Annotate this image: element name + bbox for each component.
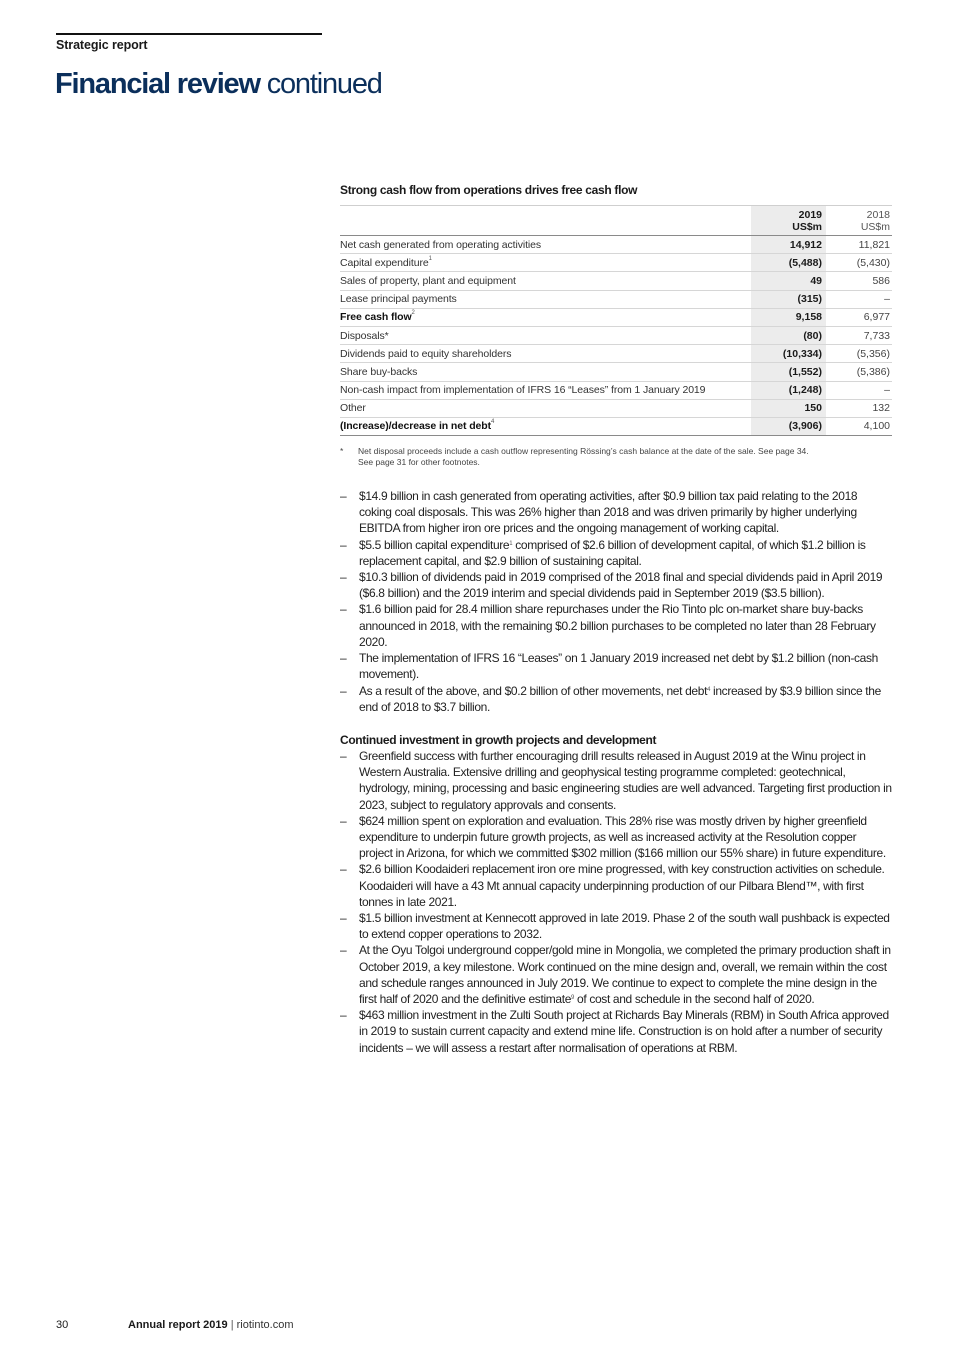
bullet-text: $1.5 billion investment at Kennecott approved in late 2019. Phase 2 of the south wall pushback is expected to extend copper operations to 2032. xyxy=(359,910,890,942)
cash-flow-table xyxy=(340,205,892,436)
value-2018: 6,977 xyxy=(826,308,892,326)
bullet-dash: – xyxy=(340,748,347,763)
value-2019: 9,158 xyxy=(751,308,826,326)
table-row xyxy=(340,290,892,308)
bullet-item xyxy=(340,813,892,862)
row-label-cell xyxy=(340,254,751,272)
column-header-2019-unit: US$m xyxy=(792,221,822,233)
row-label: Disposals* xyxy=(340,329,389,342)
section-rule xyxy=(56,33,322,35)
footnote-ref: 1 xyxy=(509,540,513,547)
value-2018: (5,356) xyxy=(826,345,892,363)
bullet-text-cont: of cost and schedule in the second half of 2020. xyxy=(574,991,815,1006)
row-label-cell xyxy=(340,399,751,417)
row-label: Capital expenditure xyxy=(340,256,429,269)
report-title: Annual report 2019 xyxy=(128,1319,228,1331)
value-2018: – xyxy=(826,381,892,399)
bullet-item xyxy=(340,537,892,569)
section-heading: Continued investment in growth projects and development xyxy=(340,732,657,747)
row-label: Other xyxy=(340,402,366,415)
footnote-ref: 4 xyxy=(490,419,495,426)
table-row xyxy=(340,363,892,381)
table-title: Strong cash flow from operations drives free cash flow xyxy=(340,183,638,197)
column-header-2018 xyxy=(826,206,892,236)
bullet-item xyxy=(340,488,892,537)
bullet-item xyxy=(340,601,892,650)
table-header-row xyxy=(340,206,892,236)
value-2019: (315) xyxy=(751,290,826,308)
table-row xyxy=(340,272,892,290)
bullet-item xyxy=(340,861,892,910)
value-2019: (10,334) xyxy=(751,345,826,363)
page-number: 30 xyxy=(56,1319,69,1331)
table-row xyxy=(340,326,892,344)
row-label-cell xyxy=(340,236,751,254)
bullet-text: At the Oyu Tolgoi underground copper/gold mine in Mongolia, we completed the primary production shaft in October 2019, a key milestone. Work continued on the mine design and, overall, we remain within the cost and schedule ranges announced in July 2019. We continue to expect to complete the mine design in the first half of 2020 and the definitive estimate xyxy=(359,943,891,1006)
bullet-text-cont: comprised of $2.6 billion of development capital, of which $1.2 billion is replacement capital, and $2.9 billion of sustaining capital. xyxy=(359,537,866,568)
footnote-ref: 1 xyxy=(428,255,432,262)
row-label-cell xyxy=(340,381,751,399)
value-2018: (5,430) xyxy=(826,254,892,272)
section-label: Strategic report xyxy=(56,38,148,52)
bullet-text: $2.6 billion Koodaideri replacement iron ore mine progressed, with key construction activities on schedule. Koodaideri will have a 43 Mt annual capacity underpinning production of our Pilbara Blend™, with first tonnes in late 2021. xyxy=(359,862,885,909)
row-label: (Increase)/decrease in net debt xyxy=(340,420,491,433)
bullet-item xyxy=(340,748,892,813)
row-label: Net cash generated from operating activities xyxy=(340,238,542,251)
bullet-text: $1.6 billion paid for 28.4 million share repurchases under the Rio Tinto plc on-market share buy-backs announced in 2018, with the remaining $0.2 billion purchases to be completed no later than 28 February 2020. xyxy=(359,602,876,649)
bullet-item xyxy=(340,683,892,715)
bullet-text: $10.3 billion of dividends paid in 2019 comprised of the 2018 final and special dividends paid in April 2019 ($6.8 billion) and the 2019 interim and special dividends paid in September 2019 ($3.5 billion). xyxy=(359,570,883,601)
footnote-mark: * xyxy=(340,446,344,457)
footnote-line-2: See page 31 for other footnotes. xyxy=(358,457,480,468)
column-header-2019-year: 2019 xyxy=(798,209,822,221)
bullet-text: $463 million investment in the Zulti South project at Richards Bay Minerals (RBM) in South Africa approved in 2019 to sustain current capacity and extend mine life. Construction is on hold after a number of security incidents – we will assess a restart after normalisation of operations at RBM. xyxy=(359,1008,889,1055)
bullet-dash: – xyxy=(340,862,347,877)
row-label: Sales of property, plant and equipment xyxy=(340,274,516,287)
page-footer xyxy=(56,1319,293,1331)
value-2018: 586 xyxy=(826,272,892,290)
bullet-dash: – xyxy=(340,943,347,958)
value-2018: – xyxy=(826,290,892,308)
value-2019: 150 xyxy=(751,399,826,417)
column-header-2018-year: 2018 xyxy=(866,209,890,221)
value-2018: 7,733 xyxy=(826,326,892,344)
table-row xyxy=(340,417,892,435)
footnote-line-1: Net disposal proceeds include a cash outflow representing Rössing’s cash balance at the date of the sale. See page 34. xyxy=(358,446,809,457)
bullet-text: The implementation of IFRS 16 “Leases” on 1 January 2019 increased net debt by $1.2 billion (non-cash movement). xyxy=(359,651,878,682)
bullet-text: Greenfield success with further encouraging drill results released in August 2019 at the Winu project in Western Australia. Extensive drilling and geophysical testing programme completed: geotechnical, hydrology, mining, processing and basic engineering studies are well advanced. Targeting first production in 2023, subject to regulatory approvals and consents. xyxy=(359,748,892,812)
table-row xyxy=(340,308,892,326)
value-2019: 14,912 xyxy=(751,236,826,254)
bullet-dash: – xyxy=(340,570,347,585)
table-footnote xyxy=(340,446,892,468)
bullet-text: As a result of the above, and $0.2 billion of other movements, net debt xyxy=(359,683,708,698)
bullet-text-cont: increased by $3.9 billion since the end of 2018 to $3.7 billion. xyxy=(359,683,881,714)
row-label-cell xyxy=(340,363,751,381)
footer-separator: | xyxy=(227,1319,237,1331)
row-label: Non-cash impact from implementation of IFRS 16 “Leases” from 1 January 2019 xyxy=(340,384,706,397)
bullet-item xyxy=(340,569,892,601)
bullet-dash: – xyxy=(340,489,347,504)
value-2019: (1,552) xyxy=(751,363,826,381)
row-label-cell xyxy=(340,326,751,344)
value-2019: (3,906) xyxy=(751,417,826,435)
value-2019: (1,248) xyxy=(751,381,826,399)
footnote-ref: 4 xyxy=(707,686,711,693)
page-title-suffix: continued xyxy=(266,68,382,100)
bullet-dash: – xyxy=(340,683,347,698)
row-label-cell xyxy=(340,308,751,326)
table-row xyxy=(340,254,892,272)
row-label-cell xyxy=(340,272,751,290)
bullet-dash: – xyxy=(340,651,347,666)
table-row xyxy=(340,345,892,363)
bullet-text: $14.9 billion in cash generated from operating activities, after $0.9 billion tax paid relating to the 2018 coking coal disposals. This was 26% higher than 2018 and was driven primarily by higher underlying EBITDA from higher iron ore prices and the ongoing management of working capital. xyxy=(359,489,858,536)
row-label: Dividends paid to equity shareholders xyxy=(340,347,512,360)
value-2018: 11,821 xyxy=(826,236,892,254)
row-label: Share buy-backs xyxy=(340,365,418,378)
label-column-header xyxy=(340,206,751,236)
value-2019: (80) xyxy=(751,326,826,344)
value-2018: 4,100 xyxy=(826,417,892,435)
main-content xyxy=(340,183,892,1056)
row-label: Free cash flow xyxy=(340,311,412,324)
column-header-2018-unit: US$m xyxy=(860,221,890,233)
value-2019: 49 xyxy=(751,272,826,290)
value-2019: (5,488) xyxy=(751,254,826,272)
bullet-dash: – xyxy=(340,602,347,617)
row-label-cell xyxy=(340,345,751,363)
page-title-main: Financial review xyxy=(55,68,260,100)
column-header-2019 xyxy=(751,206,826,236)
bullet-dash: – xyxy=(340,537,347,552)
bullet-item xyxy=(340,942,892,1007)
footnote-ref: 9 xyxy=(571,994,575,1001)
table-row xyxy=(340,236,892,254)
page-title xyxy=(55,68,382,101)
table-row xyxy=(340,381,892,399)
bullet-item xyxy=(340,910,892,942)
bullet-item xyxy=(340,1007,892,1056)
bullet-dash: – xyxy=(340,1008,347,1023)
row-label-cell xyxy=(340,290,751,308)
bullet-dash: – xyxy=(340,910,347,925)
website-link[interactable]: riotinto.com xyxy=(236,1319,294,1331)
row-label-cell xyxy=(340,417,751,435)
value-2018: (5,386) xyxy=(826,363,892,381)
row-label: Lease principal payments xyxy=(340,293,457,306)
bullet-item xyxy=(340,650,892,682)
growth-projects-bullets xyxy=(340,748,892,1056)
bullet-text: $624 million spent on exploration and evaluation. This 28% rise was mostly driven by higher greenfield expenditure to underpin future growth projects, as well as increased activity at the Resolution copper project in Arizona, for which we committed $302 million ($166 million our 55% share) in future expenditure. xyxy=(359,813,886,861)
table-row xyxy=(340,399,892,417)
footnote-ref: 2 xyxy=(411,310,415,317)
cash-flow-bullets xyxy=(340,488,892,715)
bullet-text: $5.5 billion capital expenditure xyxy=(359,537,510,552)
bullet-dash: – xyxy=(340,813,347,828)
value-2018: 132 xyxy=(826,399,892,417)
table-body xyxy=(340,236,892,436)
